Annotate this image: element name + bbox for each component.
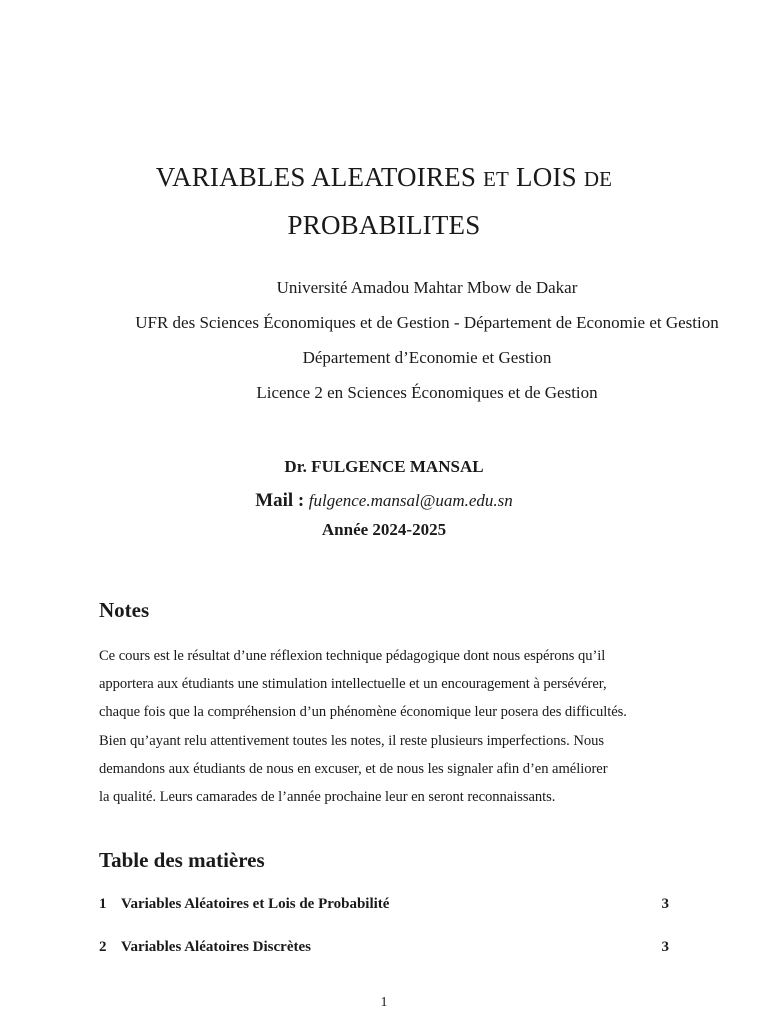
- affiliation-department: Département d’Economie et Gestion: [302, 348, 552, 367]
- author-mail-row: [0, 490, 768, 512]
- notes-heading: Notes: [99, 598, 150, 622]
- toc-entry-text: [99, 896, 389, 913]
- affiliation-level: Licence 2 en Sciences Économiques et de Gestion: [256, 383, 598, 402]
- title-word-lois: LOIS: [516, 162, 577, 192]
- notes-paragraph-line: chaque fois que la compréhension d’un phénomène économique leur posera des difficultés.: [99, 704, 627, 720]
- mail-label: Mail :: [255, 490, 305, 511]
- toc-entry-2[interactable]: [99, 939, 669, 956]
- toc-entry-number: 1: [99, 896, 107, 912]
- document-title-line-1: [0, 162, 768, 193]
- toc-entry-number: 2: [99, 939, 107, 955]
- notes-paragraph-line: demandons aux étudiants de nous en excuser, et de nous les signaler afin d’en améliorer: [99, 761, 608, 777]
- toc-heading: Table des matières: [99, 848, 265, 872]
- academic-year: Année 2024-2025: [321, 520, 447, 539]
- notes-paragraph-line: Ce cours est le résultat d’une réflexion technique pédagogique dont nous espérons qu’il: [99, 648, 606, 664]
- toc-entry-page: 3: [661, 939, 669, 955]
- toc-entry-text: [99, 939, 311, 956]
- notes-paragraph-line: apportera aux étudiants une stimulation intellectuelle et un encouragement à persévérer,: [99, 676, 607, 692]
- notes-paragraph-line: la qualité. Leurs camarades de l’année prochaine leur en seront reconnaissants.: [99, 789, 556, 805]
- page-number: 1: [380, 995, 388, 1010]
- title-word-et: ET: [483, 167, 510, 191]
- title-word-variables: VARIABLES ALEATOIRES: [155, 162, 477, 192]
- notes-paragraph-line: Bien qu’ayant relu attentivement toutes les notes, il reste plusieurs imperfections. Nous: [99, 733, 604, 749]
- toc-entry-page: 3: [661, 896, 669, 912]
- toc-entry-1[interactable]: [99, 896, 669, 913]
- affiliation-university: Université Amadou Mahtar Mbow de Dakar: [276, 278, 578, 297]
- toc-entry-label: Variables Aléatoires et Lois de Probabilité: [121, 896, 390, 912]
- title-word-de: DE: [583, 167, 613, 191]
- author-name: Dr. FULGENCE MANSAL: [284, 457, 484, 476]
- toc-entry-label: Variables Aléatoires Discrètes: [121, 939, 311, 955]
- mail-address: fulgence.mansal@uam.edu.sn: [308, 491, 513, 510]
- document-title-line-2: PROBABILITES: [287, 210, 481, 240]
- affiliation-ufr: UFR des Sciences Économiques et de Gestion - Département de Economie et Gestion: [135, 313, 719, 332]
